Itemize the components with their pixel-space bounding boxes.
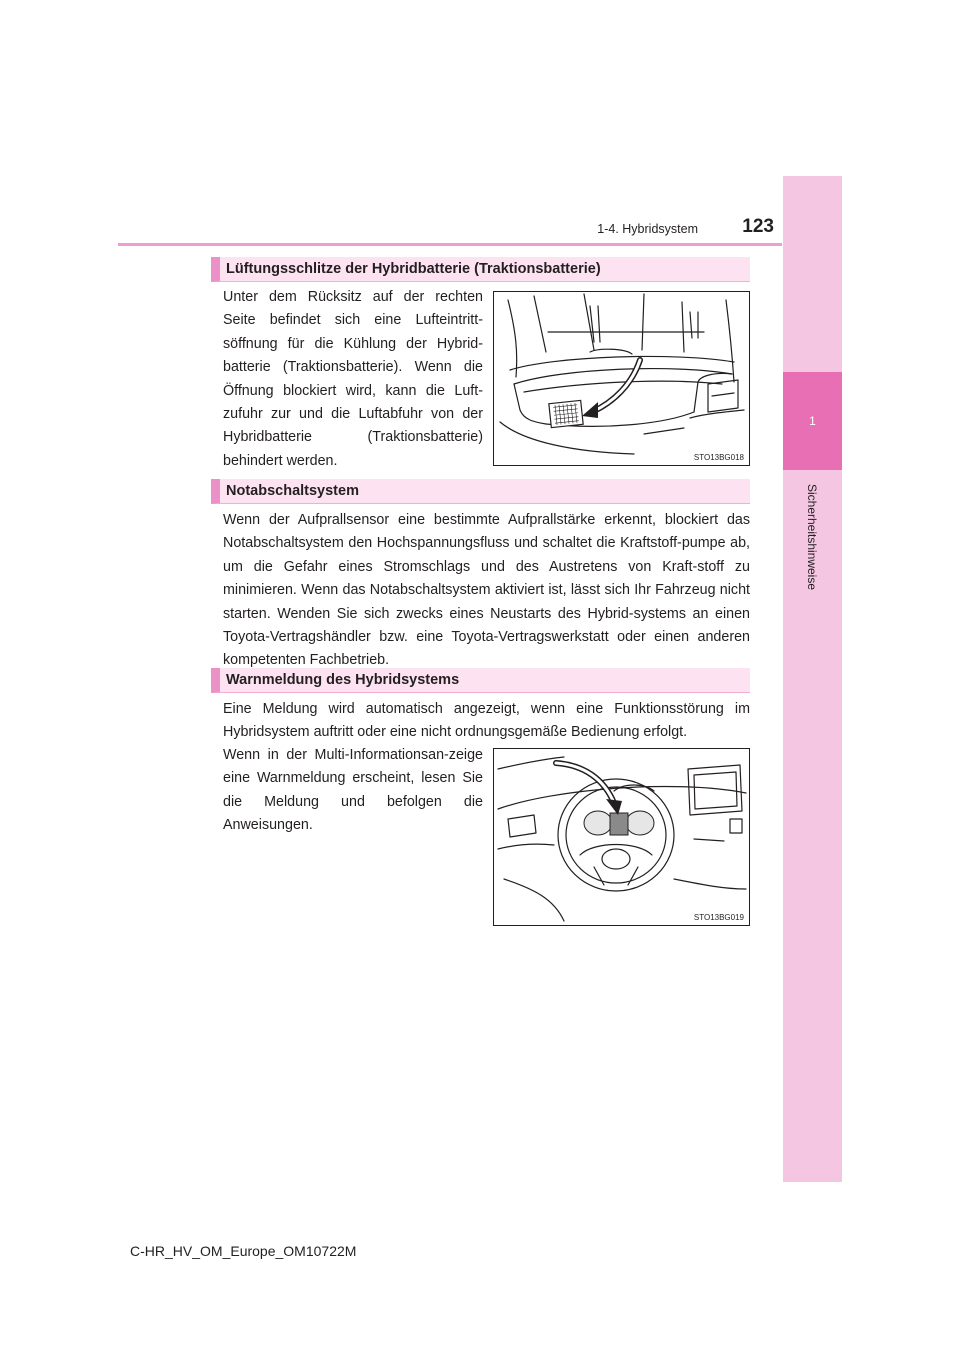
rear-seat-vent-drawing <box>494 292 749 465</box>
chapter-number: 1 <box>809 414 816 428</box>
document-code: C-HR_HV_OM_Europe_OM10722M <box>130 1243 357 1259</box>
rear-seat-vent-illustration <box>493 291 750 466</box>
page-number: 123 <box>742 216 774 237</box>
figure-code-battery-vents: STO13BG018 <box>693 453 744 462</box>
figure-code-dashboard: STO13BG019 <box>693 913 744 922</box>
warning-message-instructions: Wenn in der Multi-Informationsan-zeige eine Warnmeldung erscheint, lesen Sie die Meldung und befolgen die Anweisungen. <box>223 747 483 834</box>
dashboard-display-illustration <box>493 748 750 926</box>
battery-vents-paragraph: Unter dem Rücksitz auf der rechten Seite befindet sich eine Lufteintritt-söffnung für die Kühlung der Hybrid-batterie (Traktionsbatterie). Wenn die Öffnung blockiert wird, kann die Luft-zufuhr zur und die Luftabfuhr von der Hybridbatterie (Traktionsbatterie) behindert werden. <box>223 289 483 469</box>
header-rule <box>118 243 782 246</box>
chapter-side-tab <box>783 176 842 1182</box>
section-heading-battery-vents: Lüftungsschlitze der Hybridbatterie (Traktionsbatterie) <box>211 257 750 282</box>
section-heading-warning-message: Warnmeldung des Hybridsystems <box>211 668 750 693</box>
dashboard-display-drawing <box>494 749 749 925</box>
warning-message-paragraph: Eine Meldung wird automatisch angezeigt, wenn eine Funktionsstörung im Hybridsystem auftritt oder eine nicht ordnungsgemäße Bedienung erfolgt. <box>223 701 750 741</box>
section-heading-emergency-shutoff: Notabschaltsystem <box>211 479 750 504</box>
running-header-section: 1-4. Hybridsystem <box>597 222 698 236</box>
chapter-title: Sicherheitshinweise <box>805 483 819 591</box>
emergency-shutoff-paragraph: Wenn der Aufprallsensor eine bestimmte Aufprallstärke erkennt, blockiert das Notabschaltsystem den Hochspannungsfluss und schaltet die Kraftstoff-pumpe ab, um die Gefahr eines Stromschlags und des Austretens von Kraft-stoff zu minimieren. Wenn das Notabschaltsystem aktiviert ist, lässt sich Ihr Fahrzeug nicht starten. Wenden Sie sich zwecks eines Neustarts des Hybrid-systems an einen Toyota-Vertragshändler bzw. eine Toyota-Vertragswerkstatt oder einen anderen kompetenten Fachbetrieb. <box>223 512 750 669</box>
